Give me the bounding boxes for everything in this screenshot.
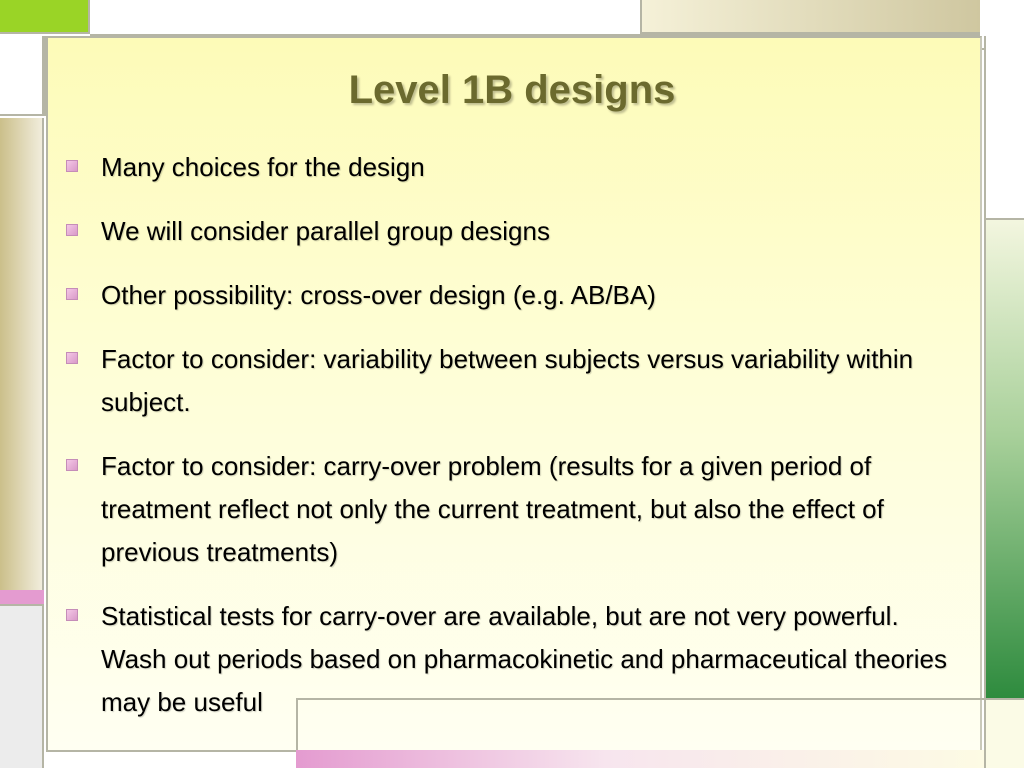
right-white-block <box>984 36 1024 220</box>
bullet-text: Other possibility: cross-over design (e.g. AB/BA) <box>101 280 656 310</box>
right-bottom-block <box>984 698 1024 768</box>
bullet-item <box>62 338 952 424</box>
bullet-text: Statistical tests for carry-over are available, but are not very powerful. Wash out periods based on pharmacokinetic and pharmaceutical theories may be useful <box>101 601 947 717</box>
bullet-item <box>62 595 952 724</box>
bottom-pink-strip <box>296 750 984 768</box>
bullet-item <box>62 210 952 253</box>
bullet-text: Factor to consider: variability between subjects versus variability within subject. <box>101 344 914 417</box>
bullet-text: Factor to consider: carry-over problem (results for a given period of treatment reflect not only the current treatment, but also the effect of previous treatments) <box>101 451 884 567</box>
top-right-tan-block <box>640 0 980 34</box>
square-bullet-icon <box>66 352 78 364</box>
left-bottom-block <box>0 604 44 768</box>
bullet-text: We will consider parallel group designs <box>101 216 550 246</box>
bullet-item <box>62 274 952 317</box>
square-bullet-icon <box>66 459 78 471</box>
square-bullet-icon <box>66 224 78 236</box>
bullet-item <box>62 146 952 189</box>
bullet-list <box>62 146 952 745</box>
square-bullet-icon <box>66 609 78 621</box>
right-green-strip <box>984 220 1024 698</box>
square-bullet-icon <box>66 288 78 300</box>
bottom-left-strip <box>46 750 296 768</box>
left-pink-strip <box>0 590 44 604</box>
square-bullet-icon <box>66 160 78 172</box>
top-left-green-block <box>0 0 90 34</box>
left-tan-strip <box>0 118 44 590</box>
bullet-text: Many choices for the design <box>101 152 425 182</box>
slide-title: Level 1B designs <box>348 68 676 112</box>
bullet-item <box>62 445 952 574</box>
